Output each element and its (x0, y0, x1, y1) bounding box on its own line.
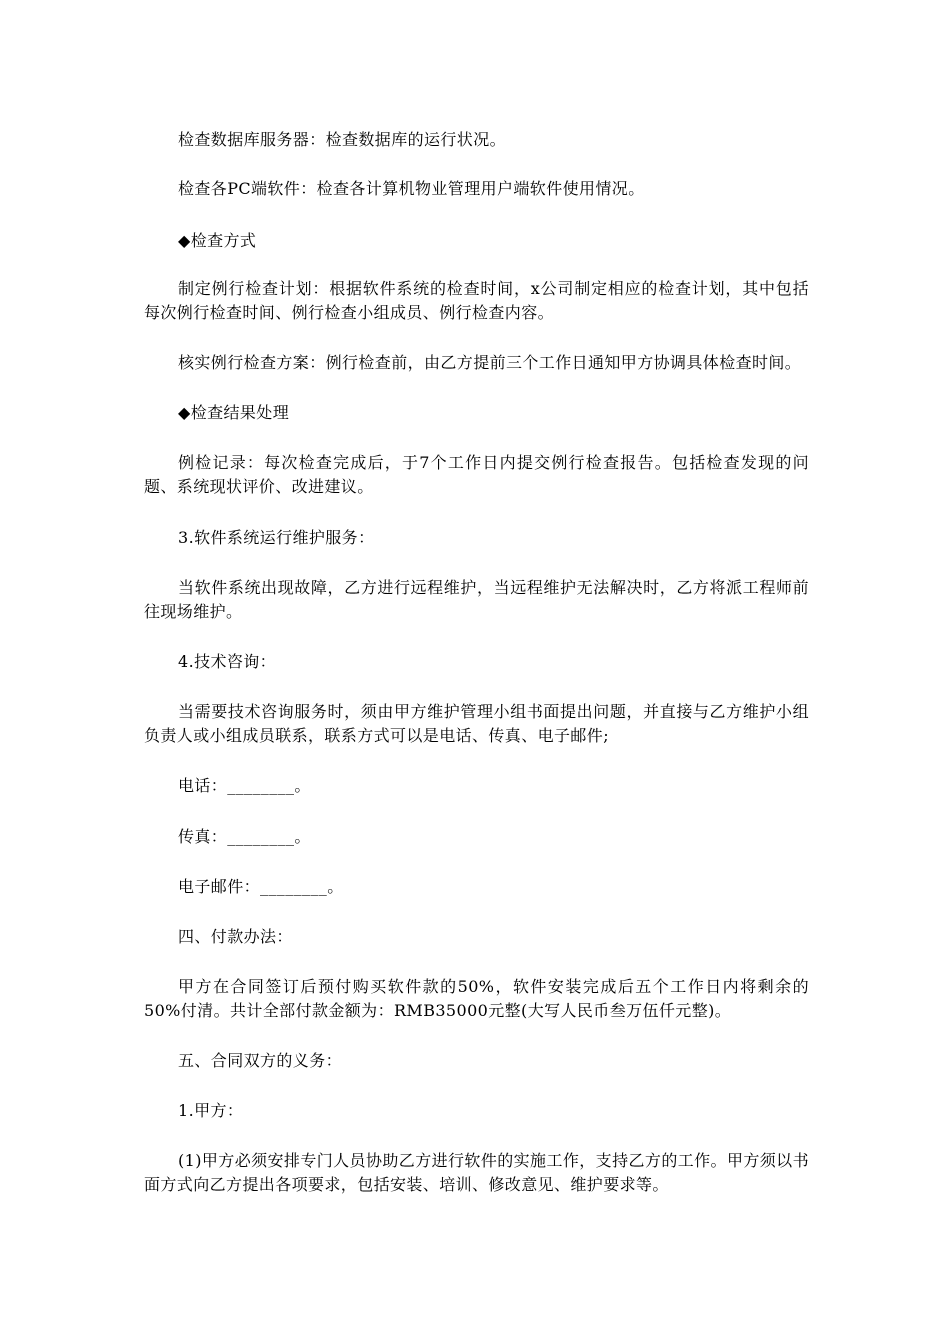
paragraph-routine-check-plan: 制定例行检查计划：根据软件系统的检查时间，x公司制定相应的检查计划，其中包括每次例行检查时间、例行检查小组成员、例行检查内容。 (144, 279, 809, 322)
paragraph-check-pc-software: 检查各PC端软件：检查各计算机物业管理用户端软件使用情况。 (178, 179, 645, 198)
paragraph-verify-check-plan: 核实例行检查方案：例行检查前，由乙方提前三个工作日通知甲方协调具体检查时间。 (178, 353, 802, 372)
heading-payment-method: 四、付款办法： (178, 927, 293, 946)
heading-check-result-handling: ◆检查结果处理 (178, 403, 290, 422)
paragraph-inspection-record: 例检记录：每次检查完成后，于7个工作日内提交例行检查报告。包括检查发现的问题、系统现状评价、改进建议。 (144, 453, 809, 496)
heading-technical-consulting: 4.技术咨询： (178, 652, 277, 671)
paragraph-payment-detail: 甲方在合同签订后预付购买软件款的50%，软件安装完成后五个工作日内将剩余的50%付清。共计全部付款金额为：RMB35000元整(大写人民币叁万伍仟元整)。 (144, 977, 809, 1020)
paragraph-party-a-obligation-1: (1)甲方必须安排专门人员协助乙方进行软件的实施工作，支持乙方的工作。甲方须以书面方式向乙方提出各项要求，包括安装、培训、修改意见、维护要求等。 (144, 1151, 809, 1194)
heading-check-method: ◆检查方式 (178, 231, 257, 250)
paragraph-check-database-server: 检查数据库服务器：检查数据库的运行状况。 (178, 130, 507, 149)
field-phone: 电话：________。 (178, 776, 311, 795)
heading-maintenance-service: 3.软件系统运行维护服务： (178, 528, 375, 547)
field-fax: 传真：________。 (178, 827, 311, 846)
paragraph-consulting-detail: 当需要技术咨询服务时，须由甲方维护管理小组书面提出问题，并直接与乙方维护小组负责人或小组成员联系，联系方式可以是电话、传真、电子邮件; (144, 702, 809, 745)
heading-obligations: 五、合同双方的义务： (178, 1051, 343, 1070)
heading-party-a: 1.甲方： (178, 1101, 244, 1120)
paragraph-maintenance-detail: 当软件系统出现故障，乙方进行远程维护，当远程维护无法解决时，乙方将派工程师前往现场维护。 (144, 578, 809, 621)
field-email: 电子邮件：________。 (178, 877, 344, 896)
